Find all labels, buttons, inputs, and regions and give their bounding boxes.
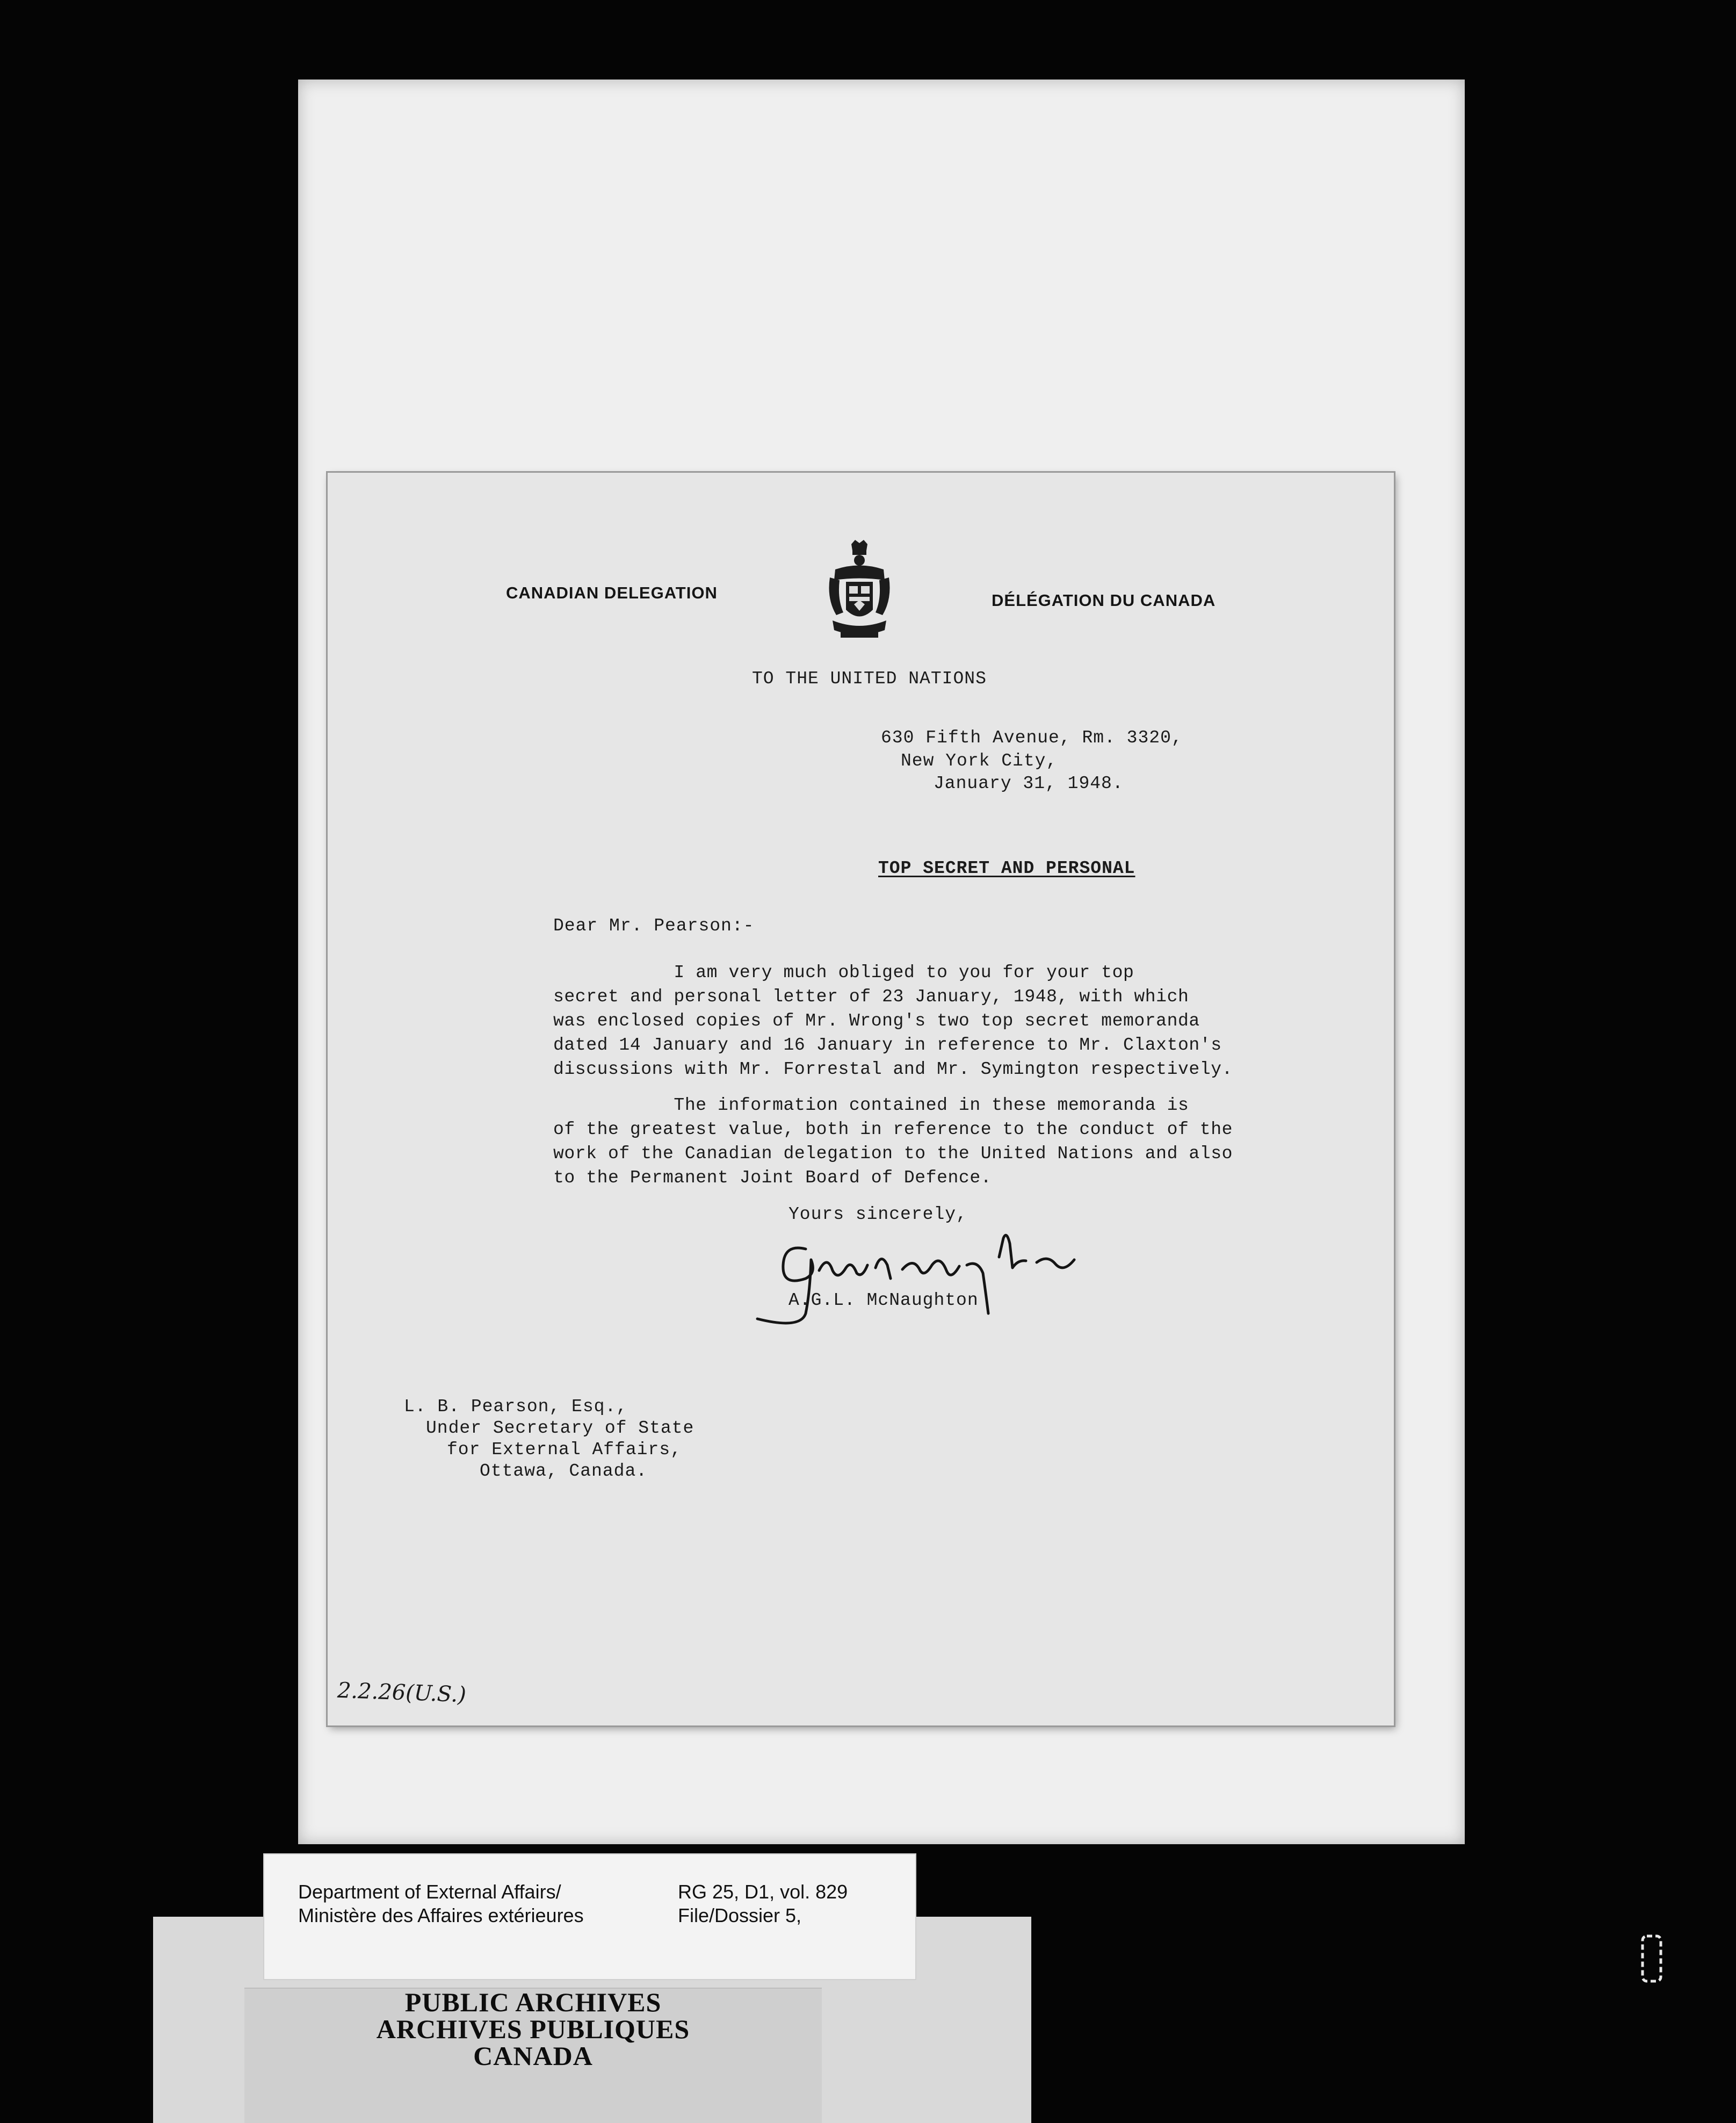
archive-stamp-line-3: CANADA bbox=[473, 2041, 593, 2071]
archive-reference-2: File/Dossier 5, bbox=[678, 1904, 802, 1926]
signatory: A.G.L. McNaughton bbox=[789, 1290, 979, 1310]
frame-counter bbox=[1636, 1933, 1667, 1984]
frame-counter-glyph bbox=[1636, 1933, 1667, 1984]
letterhead-subtitle: TO THE UNITED NATIONS bbox=[752, 669, 987, 689]
archive-stamp-line-2: ARCHIVES PUBLIQUES bbox=[376, 2014, 690, 2044]
address-line-1: 630 Fifth Avenue, Rm. 3320, bbox=[881, 728, 1183, 748]
body-paragraph-1: I am very much obliged to you for your top secret and personal letter of 23 January, 1948, with which was enclosed copies of Mr. Wrong's two top secret memoranda dated 14 January and 16 January in reference to Mr. Claxton's discussions with Mr. Forrestal and Mr. Symington respectively. bbox=[553, 963, 1233, 1079]
archive-stamp-text bbox=[244, 1989, 822, 2069]
letterhead-right: DÉLÉGATION DU CANADA bbox=[992, 591, 1216, 610]
recipient-line-2: Under Secretary of State bbox=[426, 1418, 695, 1438]
department-en: Department of External Affairs/ bbox=[298, 1881, 561, 1903]
address-line-2: New York City, bbox=[901, 751, 1058, 771]
body-paragraph-2: The information contained in these memoranda is of the greatest value, both in reference to the conduct of the work of the Canadian delegation to the United Nations and also to the Permanent Joint Board of Defence. bbox=[553, 1095, 1233, 1188]
letterhead-left: CANADIAN DELEGATION bbox=[506, 583, 718, 602]
archive-reference-1: RG 25, D1, vol. 829 bbox=[678, 1881, 848, 1903]
recipient-line-1: L. B. Pearson, Esq., bbox=[404, 1397, 628, 1417]
handwritten-file-note: 2.2.26(U.S.) bbox=[337, 1678, 467, 1708]
closing: Yours sincerely, bbox=[789, 1204, 967, 1224]
recipient-line-3: for External Affairs, bbox=[447, 1440, 682, 1460]
salutation: Dear Mr. Pearson:- bbox=[553, 916, 755, 936]
coat-of-arms-icon bbox=[824, 540, 894, 647]
recipient-line-4: Ottawa, Canada. bbox=[480, 1461, 648, 1481]
department-fr: Ministère des Affaires extérieures bbox=[298, 1904, 584, 1926]
archive-stamp-line-1: PUBLIC ARCHIVES bbox=[404, 1987, 662, 2017]
signature bbox=[747, 1227, 1123, 1335]
letter-date: January 31, 1948. bbox=[934, 774, 1124, 793]
classification: TOP SECRET AND PERSONAL bbox=[878, 858, 1135, 878]
